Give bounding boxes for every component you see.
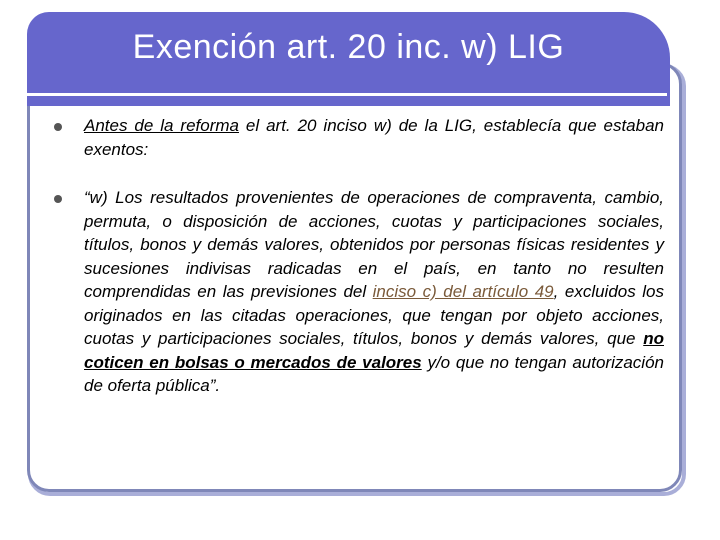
title-divider xyxy=(27,93,667,96)
bullet-text xyxy=(84,114,664,161)
article-49-link[interactable]: inciso c) del artículo 49 xyxy=(372,282,554,301)
quote-part-1: “w) Los resultados provenientes de operaciones de compraventa, cambio, permuta, o disposición de acciones, cuotas y participaciones sociales, títulos, bonos y demás valores, obtenidos por personas físicas residentes y sucesiones indivisas radicadas en el país, en tanto no resulten comprendidas en las previsiones del xyxy=(84,188,664,301)
bullet-text xyxy=(84,186,664,398)
bullet-lead: Antes de la reforma xyxy=(84,116,239,135)
bullet-rest: el art. 20 inciso w) de la LIG, establecía que estaban exentos: xyxy=(84,116,664,159)
bullet-icon xyxy=(54,123,62,131)
bullet-item xyxy=(54,186,664,398)
quote-emphasis: no coticen en bolsas o mercados de valores xyxy=(84,329,664,372)
quote-part-3: y/o que no tengan autorización de oferta pública”. xyxy=(84,352,664,395)
slide-title: Exención art. 20 inc. w) LIG xyxy=(132,28,565,66)
bullet-icon xyxy=(54,195,62,203)
slide-content xyxy=(54,114,664,398)
quote-part-2: , excluidos los originados en las citadas operaciones, que tengan por objeto acciones, cuotas y participaciones sociales, títulos, bonos y demás valores, que xyxy=(84,282,664,348)
bullet-item xyxy=(54,114,664,161)
